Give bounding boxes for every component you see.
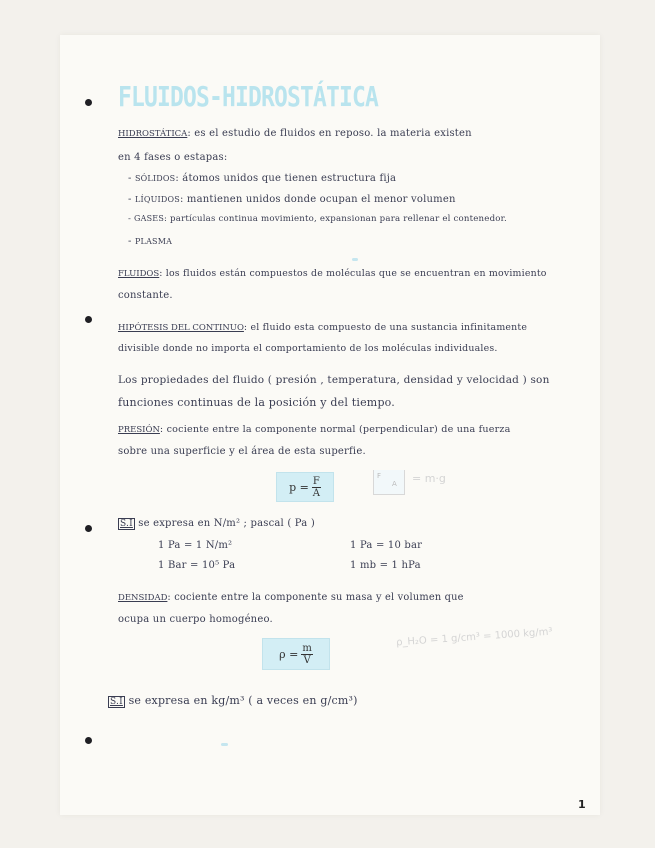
hidrostatica-line-2: en 4 fases o estapas: bbox=[118, 152, 228, 163]
formula-numerator: F bbox=[312, 475, 320, 487]
densidad-label: DENSIDAD bbox=[118, 593, 168, 603]
water-density-note: ρ_H₂O = 1 g/cm³ = 1000 kg/m³ bbox=[395, 626, 553, 649]
hipotesis-text: : el fluido esta compuesto de una sustancia infinitamente bbox=[243, 322, 528, 333]
list-item: - SÓLIDOS: átomos unidos que tienen estructura fija bbox=[128, 173, 397, 184]
sketch-force-label: F bbox=[377, 472, 382, 480]
densidad-text: : cociente entre la componente su masa y el volumen que bbox=[167, 592, 464, 603]
formula-denominator: A bbox=[312, 487, 320, 499]
fase-text: : átomos unidos que tienen estructura fija bbox=[175, 173, 397, 184]
fluidos-line-2: constante. bbox=[118, 290, 173, 301]
propiedades-line-1: Los propiedades del fluido ( presión , temperatura, densidad y velocidad ) son bbox=[118, 374, 550, 386]
sketch-area-label: A bbox=[392, 480, 397, 488]
presion-label: PRESIÓN bbox=[118, 425, 160, 435]
formula-lhs: ρ = bbox=[279, 647, 299, 661]
hipotesis-line-1 bbox=[118, 322, 527, 333]
equation: 1 Pa = 1 N/m² bbox=[158, 540, 233, 551]
equation: 1 Pa = 10 bar bbox=[350, 540, 423, 551]
si-presion-text: se expresa en N/m² ; pascal ( Pa ) bbox=[138, 518, 315, 529]
si-densidad-text: se expresa en kg/m³ ( a veces en g/cm³) bbox=[128, 694, 358, 707]
pressure-formula bbox=[276, 472, 334, 502]
sketch-note: = m·g bbox=[412, 472, 446, 485]
binder-hole bbox=[85, 99, 92, 106]
binder-hole bbox=[85, 525, 92, 532]
si-badge: S.I bbox=[120, 519, 133, 529]
list-item: - GASES: partículas continua movimiento, expansionan para rellenar el contenedor. bbox=[128, 214, 507, 224]
list-item: - PLASMA bbox=[128, 236, 173, 247]
fase-label: SÓLIDOS bbox=[134, 174, 176, 183]
highlighter-mark bbox=[352, 258, 358, 261]
equation: 1 Bar = 10⁵ Pa bbox=[158, 560, 236, 571]
fluidos-label: FLUIDOS bbox=[118, 269, 160, 279]
hipotesis-label: HIPÓTESIS DEL CONTINUO bbox=[118, 323, 244, 333]
equation: 1 mb = 1 hPa bbox=[350, 560, 421, 571]
hipotesis-line-2: divisible donde no importa el comportamiento de los moléculas individuales. bbox=[118, 343, 498, 354]
fase-label: GASES bbox=[134, 214, 165, 223]
page-title: FLUIDOS-HIDROSTÁTICA bbox=[118, 80, 379, 113]
fase-text: : partículas continua movimiento, expansionan para rellenar el contenedor. bbox=[164, 214, 507, 224]
densidad-line-2: ocupa un cuerpo homogéneo. bbox=[118, 614, 273, 625]
si-densidad-line bbox=[108, 694, 358, 707]
formula-fraction bbox=[312, 476, 321, 499]
container-sketch bbox=[373, 470, 405, 495]
density-formula bbox=[262, 638, 330, 670]
densidad-line-1 bbox=[118, 592, 464, 603]
formula-numerator: m bbox=[302, 642, 312, 654]
hidrostatica-label: HIDROSTÁTICA bbox=[118, 129, 188, 139]
hidrostatica-line-1 bbox=[118, 128, 472, 139]
formula-denominator: V bbox=[303, 654, 311, 666]
fase-label: LÍQUIDOS bbox=[134, 195, 180, 204]
si-badge: S.I bbox=[110, 697, 123, 707]
list-item: - LÍQUIDOS: mantienen unidos donde ocupan el menor volumen bbox=[128, 194, 456, 205]
page-number: 1 bbox=[578, 798, 586, 811]
binder-hole bbox=[85, 737, 92, 744]
fluidos-text: : los fluidos están compuestos de moléculas que se encuentran en movimiento bbox=[159, 268, 547, 279]
highlighter-mark bbox=[221, 743, 228, 746]
presion-line-2: sobre una superficie y el área de esta superfie. bbox=[118, 446, 366, 457]
formula-lhs: p = bbox=[289, 480, 309, 494]
fluidos-line-1 bbox=[118, 268, 547, 279]
fase-label: PLASMA bbox=[134, 237, 173, 246]
si-presion-line bbox=[118, 518, 315, 529]
hidrostatica-text: : es el estudio de fluidos en reposo. la materia existen bbox=[187, 128, 472, 139]
binder-hole bbox=[85, 316, 92, 323]
presion-line-1 bbox=[118, 424, 511, 435]
formula-fraction bbox=[301, 643, 312, 666]
fase-text: : mantienen unidos donde ocupan el menor volumen bbox=[179, 194, 456, 205]
propiedades-line-2: funciones continuas de la posición y del tiempo. bbox=[118, 396, 396, 409]
presion-text: : cociente entre la componente normal (perpendicular) de una fuerza bbox=[159, 424, 511, 435]
